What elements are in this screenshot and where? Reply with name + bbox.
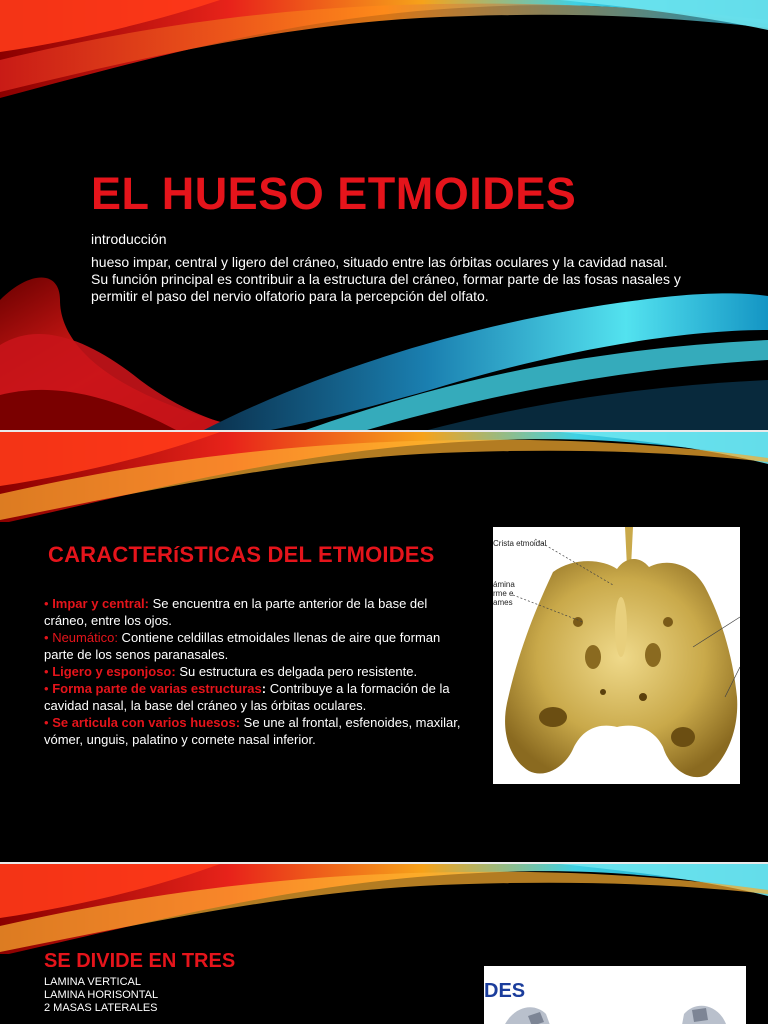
ethmoid-diagram-illustration: [484, 966, 746, 1024]
list-item: [44, 629, 469, 663]
swoosh-decoration: [0, 864, 768, 954]
slide-3: [0, 864, 768, 1024]
intro-label: introducción: [91, 231, 167, 247]
list-item: 2 MASAS LATERALES: [44, 1002, 158, 1014]
item-term: Se articula con varios huesos:: [52, 715, 241, 730]
list-item: LAMINA HORISONTAL: [44, 989, 159, 1001]
ethmoid-diagram-image: [484, 966, 746, 1024]
slide-1: [0, 0, 768, 432]
ethmoid-bone-illustration: [493, 527, 740, 784]
bullet: •: [44, 630, 49, 645]
bullet: •: [44, 681, 49, 696]
item-text: Contiene celdillas etmoidales llenas de aire que forman parte de los senos paranasales.: [44, 630, 441, 662]
list-item: [44, 680, 469, 714]
bullet: •: [44, 715, 49, 730]
section-title: CARACTERíSTICAS DEL ETMOIDES: [48, 542, 435, 567]
bullet: •: [44, 664, 49, 679]
image-label: ámina: [493, 580, 515, 589]
list-item: LAMINA VERTICAL: [44, 976, 141, 988]
list-item: [44, 663, 469, 680]
list-item: [44, 595, 469, 629]
item-text: Se une al frontal, esfenoides, maxilar, vómer, unguis, palatino y cornete nasal inferior.: [44, 715, 461, 747]
item-term: Ligero y esponjoso:: [52, 664, 176, 679]
intro-body: hueso impar, central y ligero del cráneo, situado entre las órbitas oculares y la cavidad nasal. Su función principal es contribuir a la estructura del cráneo, formar parte de las fosas nasales y permitir el paso del nervio olfatorio para la percepción del olfato.: [91, 254, 681, 304]
image-label: Crista etmoidal: [493, 539, 547, 548]
image-label: ames: [493, 598, 513, 607]
swoosh-decoration: [0, 432, 768, 522]
image-label: rme e: [493, 589, 514, 598]
item-text: Contribuye a la formación de la cavidad nasal, la base del cráneo y las órbitas oculares.: [44, 681, 450, 713]
item-text: Su estructura es delgada pero resistente.: [175, 664, 418, 679]
section-title: SE DIVIDE EN TRES: [44, 950, 236, 972]
item-term: Impar y central:: [52, 596, 150, 611]
characteristics-list: [44, 595, 469, 748]
item-term: Neumático:: [52, 630, 118, 645]
item-text: Se encuentra en la parte anterior de la base del cráneo, entre los ojos.: [44, 596, 428, 628]
item-term: Forma parte de varias estructuras: [52, 681, 262, 696]
divisions-list: [44, 976, 158, 1015]
bullet: •: [44, 596, 49, 611]
slide-2: [0, 432, 768, 864]
image-caption: DES: [484, 980, 526, 1002]
list-item: [44, 714, 469, 748]
item-colon: :: [261, 681, 267, 696]
ethmoid-bone-image: [493, 527, 740, 784]
slide-title: EL HUESO ETMOIDES: [91, 168, 577, 219]
